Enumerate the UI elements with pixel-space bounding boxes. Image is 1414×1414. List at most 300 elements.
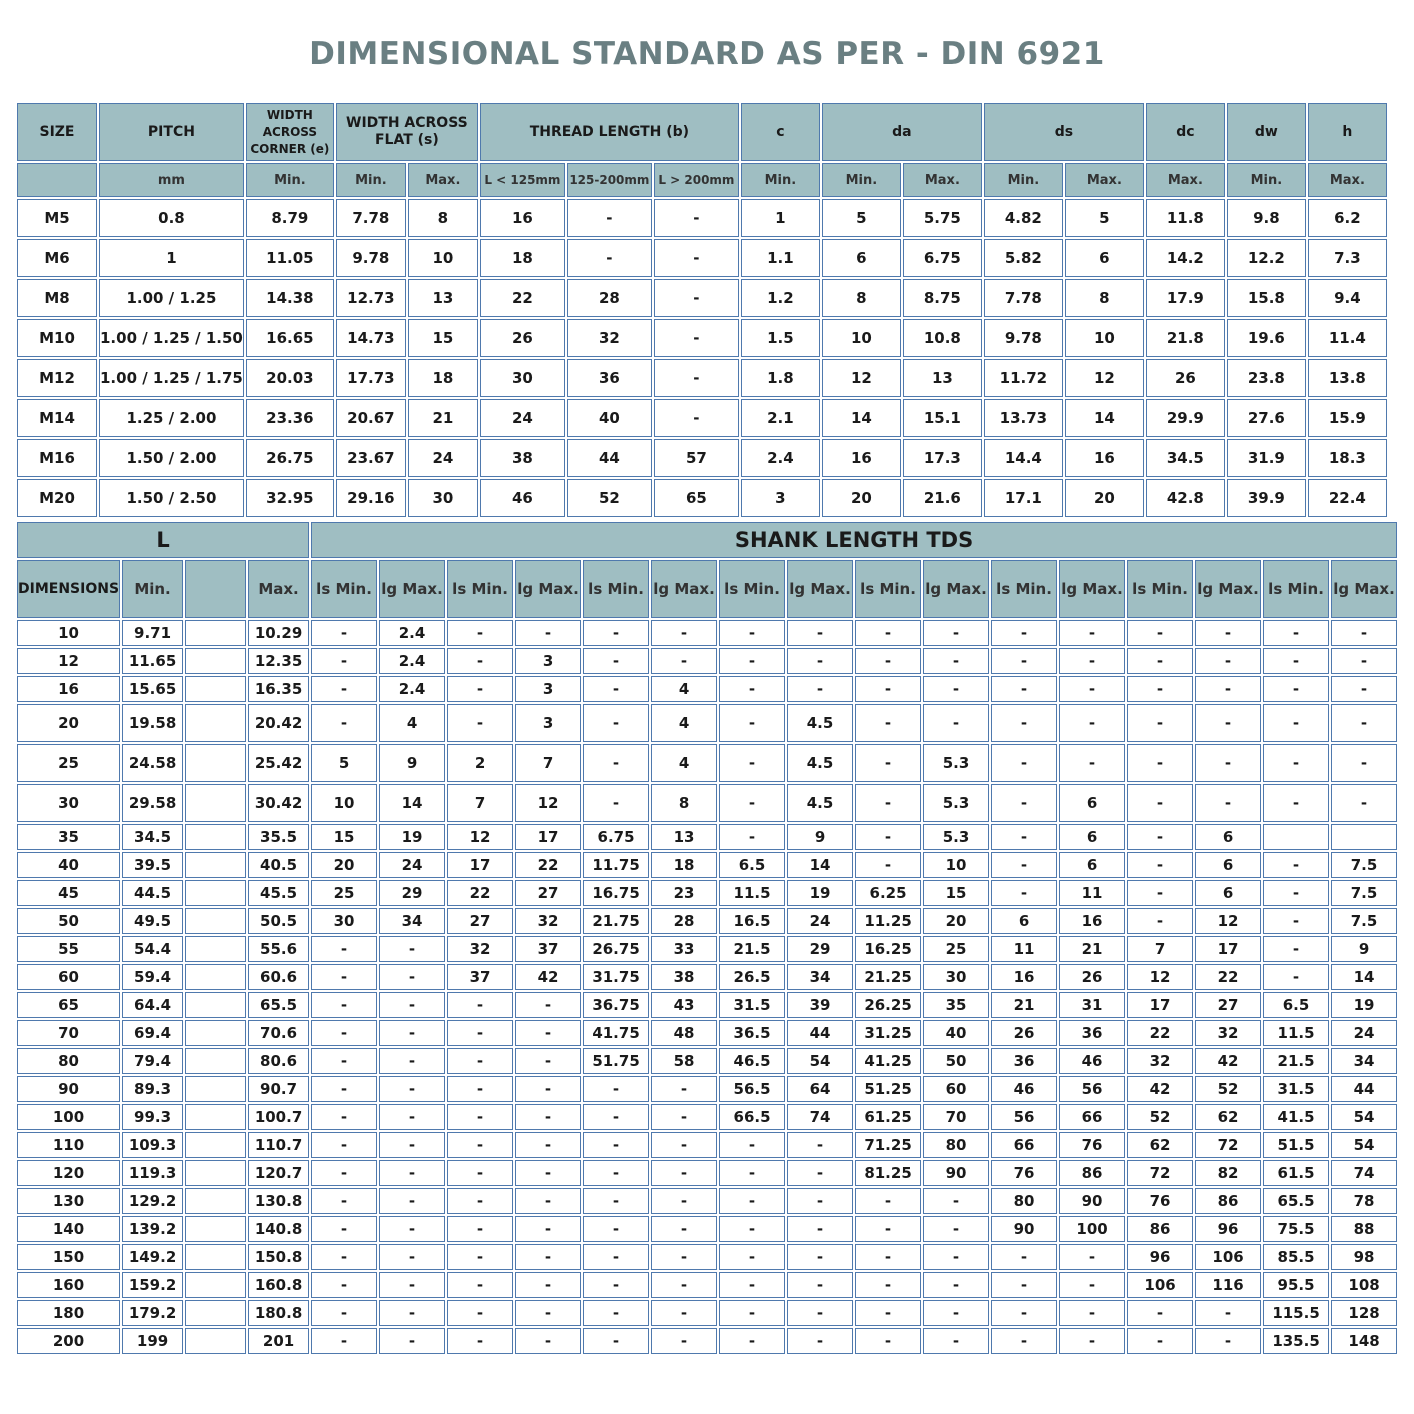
table-cell: 5.3: [923, 784, 989, 822]
table-cell: -: [719, 1216, 785, 1242]
table-cell: -: [1195, 648, 1261, 674]
table-cell: -: [515, 1160, 581, 1186]
table-cell: 200: [17, 1328, 120, 1354]
table-cell: 42: [1127, 1076, 1193, 1102]
table-cell: 19: [1331, 992, 1397, 1018]
table-cell: 37: [447, 964, 513, 990]
table-cell: -: [1127, 1328, 1193, 1354]
table-cell: -: [1263, 964, 1329, 990]
table-cell: -: [311, 964, 377, 990]
table-cell: -: [855, 824, 921, 850]
table-cell: 70.6: [248, 1020, 309, 1046]
table-cell: 2.4: [379, 648, 445, 674]
table-cell: 42: [1195, 1048, 1261, 1074]
table-cell: -: [583, 1300, 649, 1326]
table-row: [17, 1160, 1397, 1186]
table-cell: [185, 620, 246, 646]
table-cell: 148: [1331, 1328, 1397, 1354]
table-cell: 14: [822, 399, 901, 437]
table-cell: 4.5: [787, 704, 853, 742]
table-cell: -: [447, 1272, 513, 1298]
table-cell: [185, 1076, 246, 1102]
table-cell: -: [991, 1244, 1057, 1270]
table-cell: -: [447, 1020, 513, 1046]
table-cell: -: [311, 704, 377, 742]
table-cell: -: [447, 992, 513, 1018]
table-cell: 2.1: [741, 399, 820, 437]
table-cell: -: [651, 1244, 717, 1270]
table-cell: 13: [903, 359, 982, 397]
table-cell: -: [567, 239, 652, 277]
table-cell: 2.4: [379, 620, 445, 646]
table-cell: 1: [99, 239, 244, 277]
subheader-cell: [185, 560, 246, 618]
table-cell: 31.25: [855, 1020, 921, 1046]
table-cell: 74: [1331, 1160, 1397, 1186]
table-cell: -: [583, 648, 649, 674]
table-cell: -: [719, 1272, 785, 1298]
table-cell: -: [991, 852, 1057, 878]
table-cell: 86: [1127, 1216, 1193, 1242]
table-cell: -: [923, 620, 989, 646]
table-cell: 149.2: [122, 1244, 183, 1270]
table-cell: -: [447, 1132, 513, 1158]
table-cell: 10: [1065, 319, 1144, 357]
header-size: SIZE: [17, 103, 97, 161]
table-cell: 23: [651, 880, 717, 906]
table-cell: -: [923, 1328, 989, 1354]
table-cell: 40.5: [248, 852, 309, 878]
table-cell: -: [583, 704, 649, 742]
table-cell: 100: [17, 1104, 120, 1130]
subheader-cell: ls Min.: [1127, 560, 1193, 618]
table-cell: -: [787, 1160, 853, 1186]
table-cell: -: [991, 880, 1057, 906]
table-cell: 130: [17, 1188, 120, 1214]
table-cell: 51.75: [583, 1048, 649, 1074]
table-cell: 60: [17, 964, 120, 990]
table-cell: 54.4: [122, 936, 183, 962]
subheader-cell: mm: [99, 163, 244, 197]
table-cell: -: [583, 620, 649, 646]
table-cell: 8: [1065, 279, 1144, 317]
table-cell: -: [583, 1216, 649, 1242]
table-cell: 21: [408, 399, 478, 437]
table-cell: -: [1331, 704, 1397, 742]
table-cell: 46: [991, 1076, 1057, 1102]
table-row: [17, 1188, 1397, 1214]
table-cell: 51.5: [1263, 1132, 1329, 1158]
table-cell: M5: [17, 199, 97, 237]
table-cell: 5: [1065, 199, 1144, 237]
table-cell: M10: [17, 319, 97, 357]
table-cell: 9.78: [336, 239, 406, 277]
table-cell: 50: [923, 1048, 989, 1074]
table-cell: 26.5: [719, 964, 785, 990]
table-cell: 54: [787, 1048, 853, 1074]
table-cell: 25: [17, 744, 120, 782]
table-row: [17, 1020, 1397, 1046]
table-cell: 15.9: [1308, 399, 1387, 437]
table-cell: 17: [515, 824, 581, 850]
table-cell: 88: [1331, 1216, 1397, 1242]
table-cell: 19: [379, 824, 445, 850]
table-cell: 44: [567, 439, 652, 477]
table-cell: 65.5: [1263, 1188, 1329, 1214]
table-cell: -: [855, 1188, 921, 1214]
table-cell: 17: [447, 852, 513, 878]
table-cell: 12: [17, 648, 120, 674]
table-cell: 1.00 / 1.25: [99, 279, 244, 317]
table-cell: -: [923, 1300, 989, 1326]
table-cell: M8: [17, 279, 97, 317]
table-cell: 130.8: [248, 1188, 309, 1214]
subheader-cell: Min.: [984, 163, 1063, 197]
table-cell: 98: [1331, 1244, 1397, 1270]
table-cell: 23.36: [246, 399, 334, 437]
subheader-cell: lg Max.: [651, 560, 717, 618]
table-cell: 17.73: [336, 359, 406, 397]
table-cell: -: [719, 1300, 785, 1326]
table-cell: 19: [787, 880, 853, 906]
table-cell: 36: [567, 359, 652, 397]
table-cell: 1.50 / 2.50: [99, 479, 244, 517]
table-cell: 15.8: [1227, 279, 1306, 317]
table-row: [17, 744, 1397, 782]
table-cell: -: [583, 1076, 649, 1102]
table-cell: 119.3: [122, 1160, 183, 1186]
table-cell: -: [379, 1188, 445, 1214]
table-cell: -: [311, 1020, 377, 1046]
table-cell: 41.5: [1263, 1104, 1329, 1130]
table-cell: 61.5: [1263, 1160, 1329, 1186]
table-cell: 22: [515, 852, 581, 878]
table-cell: 20: [1065, 479, 1144, 517]
table-cell: 99.3: [122, 1104, 183, 1130]
table-cell: -: [855, 852, 921, 878]
table-cell: 70: [923, 1104, 989, 1130]
table-cell: 32: [1127, 1048, 1193, 1074]
table-cell: -: [515, 620, 581, 646]
table-cell: 33: [651, 936, 717, 962]
table-cell: 26.75: [246, 439, 334, 477]
table-cell: 25: [923, 936, 989, 962]
table-cell: -: [1127, 744, 1193, 782]
table-row: [17, 908, 1397, 934]
table-cell: 201: [248, 1328, 309, 1354]
table-cell: 55: [17, 936, 120, 962]
table-cell: -: [311, 620, 377, 646]
table-cell: -: [651, 1188, 717, 1214]
header-da: da: [822, 103, 982, 161]
table-cell: -: [311, 1244, 377, 1270]
table-cell: 85.5: [1263, 1244, 1329, 1270]
table-cell: 160.8: [248, 1272, 309, 1298]
table-cell: -: [991, 676, 1057, 702]
table-cell: 14.38: [246, 279, 334, 317]
table-cell: 16.25: [855, 936, 921, 962]
table-cell: 1.5: [741, 319, 820, 357]
subheader-cell: Max.: [408, 163, 478, 197]
table-cell: -: [654, 319, 739, 357]
table-cell: 10: [923, 852, 989, 878]
table-cell: -: [787, 1188, 853, 1214]
table-cell: -: [855, 744, 921, 782]
table-cell: -: [447, 1328, 513, 1354]
table-cell: M6: [17, 239, 97, 277]
table-cell: 17.3: [903, 439, 982, 477]
table-cell: 6.75: [903, 239, 982, 277]
table-cell: 86: [1059, 1160, 1125, 1186]
table-cell: -: [583, 1160, 649, 1186]
table-cell: -: [515, 992, 581, 1018]
table-cell: 8: [822, 279, 901, 317]
table-cell: -: [991, 1272, 1057, 1298]
table-cell: -: [923, 1244, 989, 1270]
table-cell: 31.75: [583, 964, 649, 990]
table-cell: 78: [1331, 1188, 1397, 1214]
table-cell: 1.25 / 2.00: [99, 399, 244, 437]
table-cell: -: [719, 744, 785, 782]
table-cell: -: [719, 1328, 785, 1354]
table-cell: 66.5: [719, 1104, 785, 1130]
table-cell: 16: [480, 199, 565, 237]
table-cell: 46: [480, 479, 565, 517]
subheader-cell: Max.: [1146, 163, 1225, 197]
table-cell: -: [1127, 908, 1193, 934]
table-cell: 18: [408, 359, 478, 397]
table-cell: 4: [651, 744, 717, 782]
table-row: [17, 936, 1397, 962]
table-cell: 45.5: [248, 880, 309, 906]
table-cell: 6.75: [583, 824, 649, 850]
table-cell: 27: [447, 908, 513, 934]
table-cell: 31.5: [719, 992, 785, 1018]
subheader-cell: lg Max.: [379, 560, 445, 618]
table-cell: [185, 908, 246, 934]
table-cell: 1.50 / 2.00: [99, 439, 244, 477]
subheader-cell: Min.: [822, 163, 901, 197]
table-cell: 4: [651, 704, 717, 742]
table-cell: -: [651, 1104, 717, 1130]
table-cell: 90: [991, 1216, 1057, 1242]
table-cell: 3: [515, 648, 581, 674]
table-cell: 11: [1059, 880, 1125, 906]
table-cell: -: [991, 1328, 1057, 1354]
table-cell: 31.9: [1227, 439, 1306, 477]
table-cell: 26.75: [583, 936, 649, 962]
table-cell: -: [855, 1216, 921, 1242]
table-cell: -: [379, 1216, 445, 1242]
table-cell: 4: [379, 704, 445, 742]
table-cell: -: [515, 1244, 581, 1270]
table-cell: 40: [567, 399, 652, 437]
table-cell: 1.00 / 1.25 / 1.75: [99, 359, 244, 397]
subheader-cell: Min.: [246, 163, 334, 197]
table-cell: 24: [408, 439, 478, 477]
table-cell: -: [379, 1160, 445, 1186]
table-cell: -: [379, 1020, 445, 1046]
table-cell: -: [991, 704, 1057, 742]
table-cell: 2: [447, 744, 513, 782]
table-cell: 34: [379, 908, 445, 934]
table-cell: -: [515, 1104, 581, 1130]
table-cell: -: [1127, 648, 1193, 674]
table-cell: [185, 1272, 246, 1298]
table-cell: 10: [408, 239, 478, 277]
table-cell: 40: [923, 1020, 989, 1046]
table-cell: 23.8: [1227, 359, 1306, 397]
table-cell: 21: [991, 992, 1057, 1018]
table-cell: 16.5: [719, 908, 785, 934]
table-cell: 20.03: [246, 359, 334, 397]
table-cell: -: [654, 399, 739, 437]
table-cell: 6: [1065, 239, 1144, 277]
table-cell: -: [1263, 620, 1329, 646]
table-cell: -: [379, 1328, 445, 1354]
table-cell: 5.75: [903, 199, 982, 237]
table-cell: -: [515, 1300, 581, 1326]
table-cell: -: [379, 1048, 445, 1074]
table-cell: 59.4: [122, 964, 183, 990]
table-cell: -: [719, 784, 785, 822]
table-cell: 21: [1059, 936, 1125, 962]
table-cell: 10.29: [248, 620, 309, 646]
table-cell: 26: [1146, 359, 1225, 397]
table-cell: [185, 992, 246, 1018]
table-cell: 6: [1059, 824, 1125, 850]
subheader-cell: Max.: [1065, 163, 1144, 197]
header-c: c: [741, 103, 820, 161]
table-cell: 3: [515, 704, 581, 742]
table-cell: -: [1059, 1328, 1125, 1354]
table-cell: -: [719, 1244, 785, 1270]
table-row: [17, 1272, 1397, 1298]
table-cell: -: [855, 648, 921, 674]
table-cell: 12: [822, 359, 901, 397]
table-cell: 15: [408, 319, 478, 357]
table-row: [17, 1132, 1397, 1158]
table-cell: 44.5: [122, 880, 183, 906]
table-row: [17, 1328, 1397, 1354]
table-cell: [185, 1300, 246, 1326]
table-cell: 25: [311, 880, 377, 906]
header-width-across-corner: WIDTH ACROSS CORNER (e): [246, 103, 334, 161]
table-cell: 140.8: [248, 1216, 309, 1242]
table-cell: 2.4: [379, 676, 445, 702]
table-cell: -: [447, 1216, 513, 1242]
table-cell: -: [311, 1328, 377, 1354]
table-cell: 10: [17, 620, 120, 646]
table-cell: 7.5: [1331, 852, 1397, 878]
table-cell: -: [651, 1160, 717, 1186]
page-title: DIMENSIONAL STANDARD AS PER - DIN 6921: [309, 36, 1105, 72]
table-cell: -: [855, 620, 921, 646]
table-cell: -: [1263, 784, 1329, 822]
table-cell: -: [311, 1300, 377, 1326]
table-cell: 1.1: [741, 239, 820, 277]
header-ds: ds: [984, 103, 1144, 161]
table-cell: 35: [17, 824, 120, 850]
table-cell: -: [787, 648, 853, 674]
table-cell: -: [719, 648, 785, 674]
table-cell: -: [651, 1216, 717, 1242]
table-cell: 32.95: [246, 479, 334, 517]
header-h: h: [1308, 103, 1387, 161]
table-cell: [1263, 824, 1329, 850]
table-cell: -: [447, 1076, 513, 1102]
table-cell: 32: [447, 936, 513, 962]
table-cell: -: [1127, 784, 1193, 822]
table-cell: 28: [651, 908, 717, 934]
subheader-cell: [17, 163, 97, 197]
table-cell: -: [787, 676, 853, 702]
table-row: [17, 852, 1397, 878]
table-cell: -: [515, 1048, 581, 1074]
table-cell: 26: [1059, 964, 1125, 990]
table-cell: 17.9: [1146, 279, 1225, 317]
table-cell: -: [651, 1132, 717, 1158]
table-cell: 16: [1059, 908, 1125, 934]
table-cell: 52: [1127, 1104, 1193, 1130]
table-cell: -: [379, 964, 445, 990]
table-cell: 106: [1195, 1244, 1261, 1270]
subheader-cell: Max.: [248, 560, 309, 618]
table-cell: -: [1059, 1300, 1125, 1326]
table-cell: 21.25: [855, 964, 921, 990]
table-cell: [185, 1244, 246, 1270]
table-cell: -: [855, 1328, 921, 1354]
table-cell: 38: [651, 964, 717, 990]
table-cell: 31.5: [1263, 1076, 1329, 1102]
table-cell: -: [515, 1328, 581, 1354]
table-cell: 16: [822, 439, 901, 477]
table-cell: -: [1127, 676, 1193, 702]
table-cell: 7: [1127, 936, 1193, 962]
table-cell: 64: [787, 1076, 853, 1102]
table-cell: 40: [17, 852, 120, 878]
table-row: [17, 648, 1397, 674]
table-row: [17, 880, 1397, 906]
table-cell: -: [1263, 852, 1329, 878]
table-cell: -: [583, 784, 649, 822]
table-row: [17, 1216, 1397, 1242]
dimension-table: [15, 101, 1389, 519]
table-cell: 10.8: [903, 319, 982, 357]
table-cell: -: [1127, 880, 1193, 906]
table-cell: [185, 676, 246, 702]
table-cell: -: [311, 1188, 377, 1214]
table-cell: -: [1127, 824, 1193, 850]
table-cell: 4.5: [787, 784, 853, 822]
table-cell: 29.16: [336, 479, 406, 517]
table-cell: 39.5: [122, 852, 183, 878]
table-cell: 108: [1331, 1272, 1397, 1298]
table-cell: 16.75: [583, 880, 649, 906]
table-cell: 31: [1059, 992, 1125, 1018]
table-cell: 60.6: [248, 964, 309, 990]
table-cell: -: [654, 199, 739, 237]
table-cell: 55.6: [248, 936, 309, 962]
table-cell: 6.25: [855, 880, 921, 906]
table-cell: 36: [991, 1048, 1057, 1074]
table-row: [17, 319, 1387, 357]
table-cell: -: [311, 1076, 377, 1102]
table-cell: -: [1331, 620, 1397, 646]
table-cell: -: [923, 1188, 989, 1214]
subheader-cell: ls Min.: [447, 560, 513, 618]
table-cell: 26: [480, 319, 565, 357]
